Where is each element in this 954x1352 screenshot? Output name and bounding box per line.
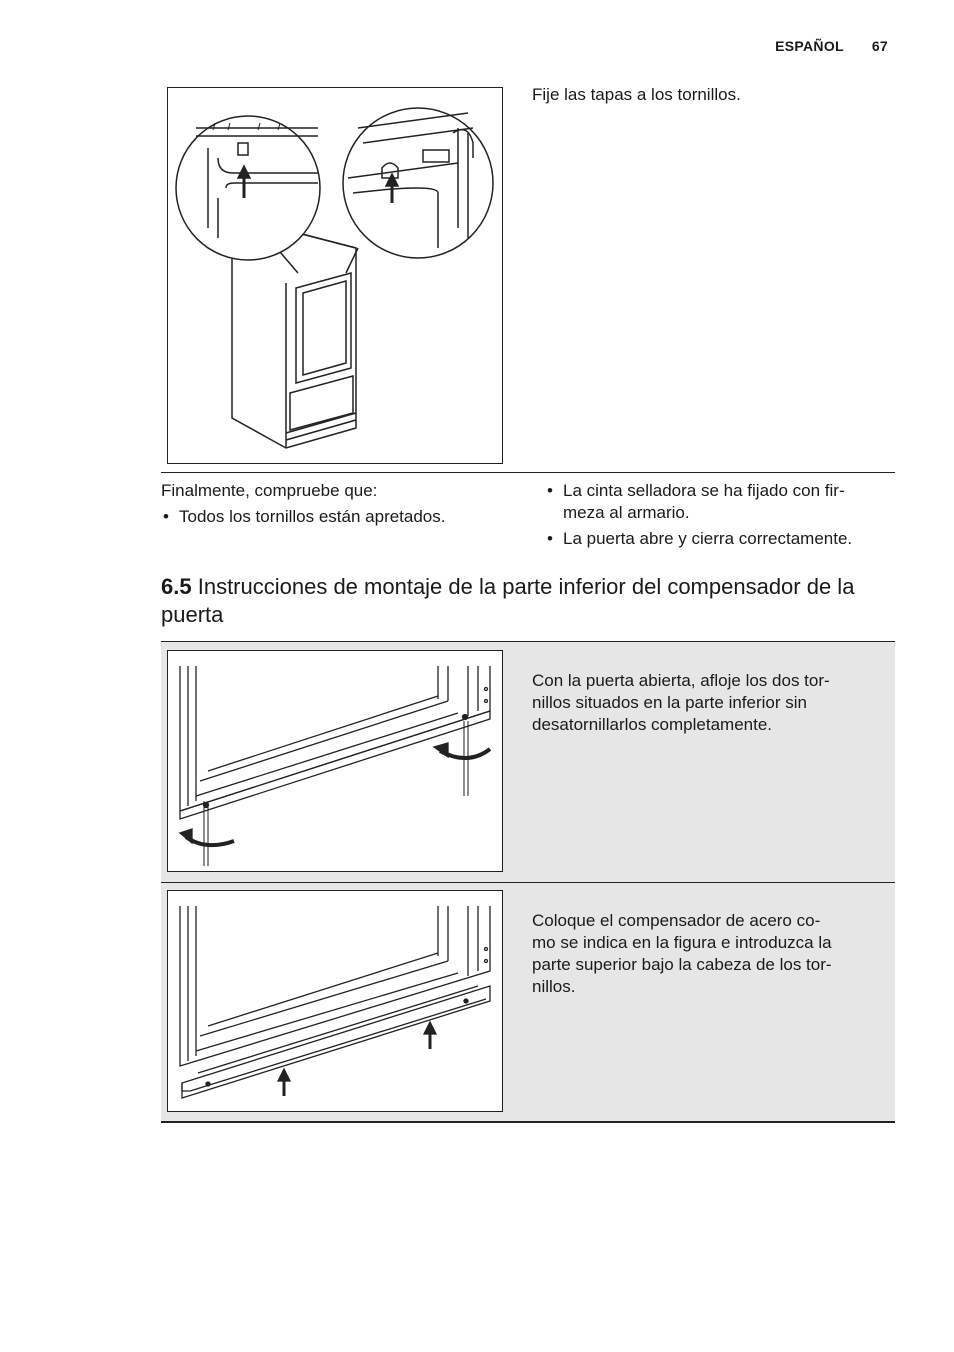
step-fix-covers-text: Fije las tapas a los tornillos. bbox=[532, 85, 741, 104]
separator-top bbox=[161, 472, 895, 473]
separator-bottom bbox=[161, 1121, 895, 1123]
header-language: ESPAÑOL bbox=[775, 38, 844, 54]
cabinet-cover-figure bbox=[167, 87, 503, 464]
page-header bbox=[775, 38, 888, 54]
final-check-left bbox=[161, 480, 521, 528]
final-check-list-right bbox=[545, 480, 890, 550]
step-place-compensator-text: Coloque el compensador de acero co- mo se indica en la figura e introduzca la parte superior bajo la cabeza de los tor- nillos. bbox=[532, 911, 832, 996]
list-item: • Todos los tornillos están apretados. bbox=[161, 506, 521, 528]
final-check-list-left bbox=[161, 506, 521, 528]
page-number: 67 bbox=[871, 38, 888, 54]
loosen-screws-figure bbox=[167, 650, 503, 872]
place-compensator-figure bbox=[167, 890, 503, 1112]
section-title: Instrucciones de montaje de la parte inferior del compensador de la puerta bbox=[161, 574, 855, 627]
final-check-right bbox=[545, 480, 890, 550]
section-number: 6.5 bbox=[161, 574, 192, 599]
list-item: • La puerta abre y cierra correctamente. bbox=[545, 528, 890, 550]
step-loosen-screws-text: Con la puerta abierta, afloje los dos tor- nillos situados en la parte inferior sin desatornillarlos completamente. bbox=[532, 671, 830, 734]
final-check-intro: Finalmente, compruebe que: bbox=[161, 481, 378, 500]
list-item: • La cinta selladora se ha fijado con fir- meza al armario. bbox=[545, 480, 890, 524]
section-heading bbox=[161, 573, 895, 629]
